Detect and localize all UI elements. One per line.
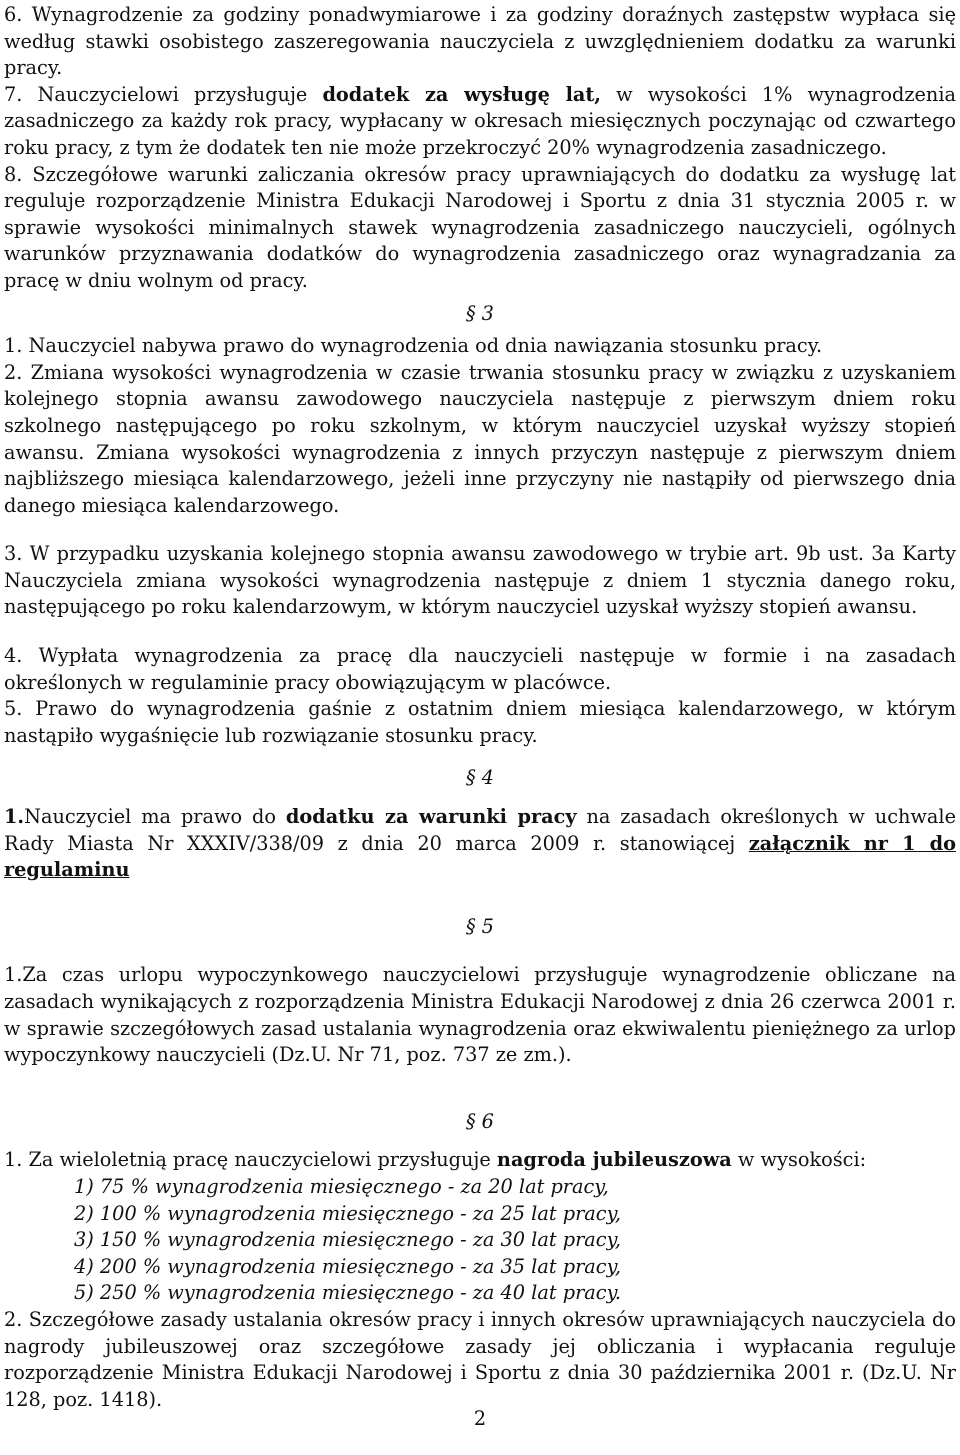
- award-list-item: 2) 100 % wynagrodzenia miesięcznego - za 25 lat pracy,: [74, 1201, 622, 1225]
- paragraph-7-text-b: w wysokości 1% wynagrodzenia zasadniczego za każdy rok pracy, wypłacany w okresach miesięcznych poczynając od czwartego roku pracy, z tym że dodatek ten nie może przekroczyć 20% wynagrodzenia zasadniczego.: [4, 82, 956, 159]
- section-5-paragraph-1: 1.Za czas urlopu wypoczynkowego nauczycielowi przysługuje wynagrodzenie obliczane na zasadach wynikających z rozporządzenia Ministra Edukacji Narodowej z dnia 26 czerwca 2001 r. w sprawie szczegółowych zasad ustalania wynagrodzenia oraz ekwiwalentu pieniężnego za urlop wypoczynkowy nauczycieli (Dz.U. Nr 71, poz. 737 ze zm.).: [4, 963, 956, 1067]
- section-number: 6: [481, 1109, 494, 1133]
- paragraph-6: 6. Wynagrodzenie za godziny ponadwymiarowe i za godziny doraźnych zastępstw wypłaca się według stawki osobistego zaszeregowania nauczyciela z uwzględnieniem dodatku za warunki pracy.: [4, 3, 956, 80]
- section-number: 4: [481, 766, 494, 790]
- section-4-paragraph-1: [4, 804, 956, 884]
- section-3-paragraph-1: 1. Nauczyciel nabywa prawo do wynagrodzenia od dnia nawiązania stosunku pracy.: [4, 334, 823, 358]
- paragraph-7-bold: dodatek za wysługę lat,: [322, 82, 602, 106]
- section-3-paragraph-2: 2. Zmiana wysokości wynagrodzenia w czasie trwania stosunku pracy w związku z uzyskaniem kolejnego stopnia awansu zawodowego nauczyciela następuje z pierwszym dniem roku szkolnego następującego po roku szkolnym, w którym nauczyciel uzyskał wyższy stopień awansu. Zmiana wysokości wynagrodzenia z innych przyczyn następuje z pierwszym dniem najbliższego miesiąca kalendarzowego, jeżeli inne przyczyny nie nastąpiły od pierwszego dnia danego miesiąca kalendarzowego.: [4, 360, 956, 517]
- award-list-item: 1) 75 % wynagrodzenia miesięcznego - za 20 lat pracy,: [74, 1174, 609, 1198]
- section-4-text-a: Nauczyciel ma prawo do: [24, 805, 286, 829]
- section-6-bold: nagroda jubileuszowa: [496, 1148, 732, 1172]
- section-number: 5: [481, 914, 494, 938]
- section-number: 3: [481, 301, 494, 325]
- section-6-text-a: 1. Za wieloletnią pracę nauczycielowi przysługuje: [4, 1148, 497, 1172]
- section-symbol: §: [466, 914, 476, 938]
- paragraph-8: 8. Szczegółowe warunki zaliczania okresów pracy uprawniających do dodatku za wysługę lat reguluje rozporządzenie Ministra Edukacji Narodowej i Sportu z dnia 31 stycznia 2005 r. w sprawie wysokości minimalnych stawek wynagrodzenia zasadniczego nauczycieli, ogólnych warunków przyznawania dodatków do wynagrodzenia zasadniczego oraz wynagradzania za pracę w dniu wolnym od pracy.: [4, 162, 956, 292]
- section-symbol: §: [466, 301, 476, 325]
- section-5-heading: [4, 914, 956, 941]
- section-4-bold-b: dodatku za warunki pracy: [285, 805, 577, 829]
- award-list-item: 5) 250 % wynagrodzenia miesięcznego - za 40 lat pracy.: [74, 1281, 622, 1305]
- section-6-text-b: w wysokości:: [731, 1148, 867, 1172]
- section-6-heading: [4, 1109, 956, 1136]
- section-symbol: §: [466, 766, 476, 790]
- section-4-text-c: na zasadach określonych w uchwale Rady Miasta Nr XXXIV/338/09 z dnia 20 marca 2009 r. stanowiącej: [4, 805, 957, 855]
- section-symbol: §: [466, 1109, 476, 1133]
- section-6-paragraph-1: [4, 1147, 956, 1174]
- section-4-lead: 1.: [4, 805, 25, 829]
- section-3-paragraph-5: 5. Prawo do wynagrodzenia gaśnie z ostatnim dniem miesiąca kalendarzowego, w którym nastąpiło wygaśnięcie lub rozwiązanie stosunku pracy.: [4, 697, 956, 747]
- section-3-paragraph-3: 3. W przypadku uzyskania kolejnego stopnia awansu zawodowego w trybie art. 9b ust. 3a Karty Nauczyciela zmiana wysokości wynagrodzenia następuje z dniem 1 stycznia danego roku, następującego po roku kalendarzowym, w którym nauczyciel uzyskał wyższy stopień awansu.: [4, 542, 956, 619]
- section-6-paragraph-2: 2. Szczegółowe zasady ustalania okresów pracy i innych okresów uprawniających nauczyciela do nagrody jubileuszowej oraz szczegółowe zasady jej obliczania i wypłacania reguluje rozporządzenie Ministra Edukacji Narodowej i Sportu z dnia 30 października 2001 r. (Dz.U. Nr 128, poz. 1418).: [4, 1307, 956, 1411]
- paragraph-7-text-a: 7. Nauczycielowi przysługuje: [4, 82, 323, 106]
- page-number: 2: [473, 1407, 487, 1430]
- paragraph-7: [4, 82, 956, 162]
- section-3-paragraph-4: 4. Wypłata wynagrodzenia za pracę dla nauczycieli następuje w formie i na zasadach określonych w regulaminie pracy obowiązującym w placówce.: [4, 644, 956, 694]
- award-list-item: 4) 200 % wynagrodzenia miesięcznego - za 35 lat pracy,: [74, 1254, 622, 1278]
- section-4-heading: [4, 765, 956, 792]
- award-list-item: 3) 150 % wynagrodzenia miesięcznego - za 30 lat pracy,: [74, 1228, 622, 1252]
- section-3-heading: [4, 301, 956, 328]
- section-4-attachment-ref: załącznik nr 1 do regulaminu: [4, 831, 956, 882]
